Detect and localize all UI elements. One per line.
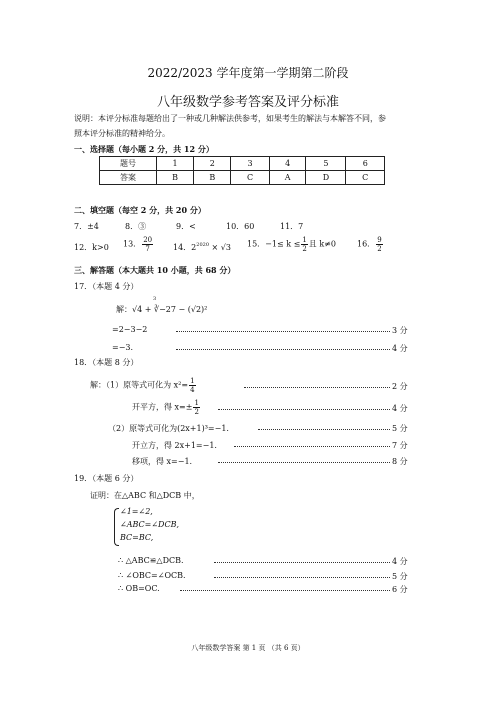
answer-cell: C: [346, 171, 385, 185]
q18-line-4: 开立方，得 2x+1=−1.: [132, 441, 217, 450]
question-number: 5: [306, 157, 346, 171]
fill-answer-13: 13． $\frac{20}{7}$: [123, 236, 153, 253]
score-leader: [214, 576, 390, 578]
score: 4 分: [392, 404, 408, 413]
condition-3: BC=BC,: [120, 533, 154, 542]
table-row-label: 题号: [100, 157, 157, 171]
question-number: 3: [231, 157, 269, 171]
question-number: 1: [157, 157, 194, 171]
fraction: $\frac{20}{7}$: [143, 236, 153, 253]
brace-icon: [114, 508, 119, 546]
q18-line-1: 解：（1）原等式可化为 x²= $\frac{1}{4}$: [90, 377, 195, 394]
fill-answer-9: 9．<: [176, 222, 196, 231]
answer-cell: B: [157, 171, 194, 185]
score: 8 分: [392, 457, 408, 466]
score-leader: [258, 428, 390, 430]
q19-heading: 19．（本题 6 分）: [74, 474, 139, 483]
q17-line-1: 3 解：√4 + ∛−27 − (√2)²: [116, 296, 208, 314]
fraction: $\frac{1}{4}$: [190, 377, 195, 394]
q17-heading: 17．（本题 4 分）: [74, 282, 139, 291]
q18-line-2: 开平方，得 x=± $\frac{1}{2}$: [132, 399, 199, 416]
fill-answer-12: 12．k>0: [74, 243, 109, 252]
answer-cell: B: [194, 171, 231, 185]
q19-result-2: ∴ ∠OBC=∠OCB.: [118, 571, 186, 580]
score: 5 分: [392, 572, 408, 581]
section-2-heading: 二、填空题（每空 2 分，共 20 分）: [74, 205, 206, 215]
q19-result-3: ∴ OB=OC.: [118, 584, 160, 593]
q17-line-3: =−3.: [112, 343, 134, 352]
fill-answer-16: 16． $\frac{9}{2}$: [357, 236, 382, 253]
score-leader: [234, 445, 390, 447]
q17-line-2: =2−3−2: [112, 325, 148, 334]
fraction: $\frac{1}{2}$: [302, 236, 307, 253]
title-line-1: 2022/2023 学年度第一学期第二阶段: [147, 66, 349, 80]
q19-proof-intro: 证明：在△ABC 和△DCB 中，: [90, 491, 200, 500]
title-line-2: 八年级数学参考答案及评分标准: [156, 95, 339, 110]
section-1-heading: 一、选择题（每小题 2 分，共 12 分）: [74, 144, 214, 154]
table-row-label: 答案: [100, 171, 157, 185]
fill-answer-7: 7．±4: [74, 222, 99, 231]
score-leader: [218, 408, 390, 410]
answer-cell: A: [269, 171, 306, 185]
score-leader: [214, 561, 390, 563]
choice-answer-table: [99, 156, 385, 185]
question-number: 6: [346, 157, 385, 171]
score: 7 分: [392, 441, 408, 450]
q18-line-3: （2）原等式可化为(2x+1)³=−1.: [108, 424, 229, 433]
q18-line-5: 移项，得 x=−1.: [132, 457, 193, 466]
score: 3 分: [392, 326, 408, 335]
page-footer: 八年级数学答案 第 1 页 （共 6 页）: [191, 644, 305, 652]
section-3-heading: 三、解答题（本大题共 10 小题，共 68 分）: [74, 265, 236, 275]
score: 4 分: [392, 557, 408, 566]
question-number: 2: [194, 157, 231, 171]
answer-cell: C: [231, 171, 269, 185]
condition-1: ∠1=∠2,: [120, 507, 153, 516]
score-leader: [244, 386, 390, 388]
score: 4 分: [392, 344, 408, 353]
fraction: $\frac{9}{2}$: [377, 236, 382, 253]
score-leader: [176, 348, 390, 350]
condition-2: ∠ABC=∠DCB,: [120, 520, 179, 529]
note-line-1: 说明：本评分标准每题给出了一种或几种解法供参考，如果考生的解法与本解答不同，参: [74, 114, 386, 123]
score-leader: [180, 589, 390, 591]
question-number: 4: [269, 157, 306, 171]
q18-heading: 18．（本题 8 分）: [74, 358, 139, 367]
fill-answer-11: 11．7: [280, 222, 304, 231]
note-line-2: 照本评分标准的精神给分。: [74, 129, 170, 138]
q19-result-1: ∴ △ABC≌△DCB.: [118, 556, 184, 565]
fill-answer-10: 10．60: [226, 222, 255, 231]
fill-answer-14: 14．$2^{2020} \times √3$: [173, 242, 231, 252]
score: 2 分: [392, 382, 408, 391]
answer-cell: D: [306, 171, 346, 185]
score-leader: [176, 330, 390, 332]
score: 6 分: [392, 585, 408, 594]
score-leader: [218, 461, 390, 463]
score: 5 分: [392, 424, 408, 433]
fill-answer-8: 8．③: [125, 222, 147, 231]
fraction: $\frac{1}{2}$: [194, 399, 199, 416]
fill-answer-15: 15．−1≤ k ≤ $\frac{1}{2}$ 且 k≠0: [247, 236, 336, 253]
